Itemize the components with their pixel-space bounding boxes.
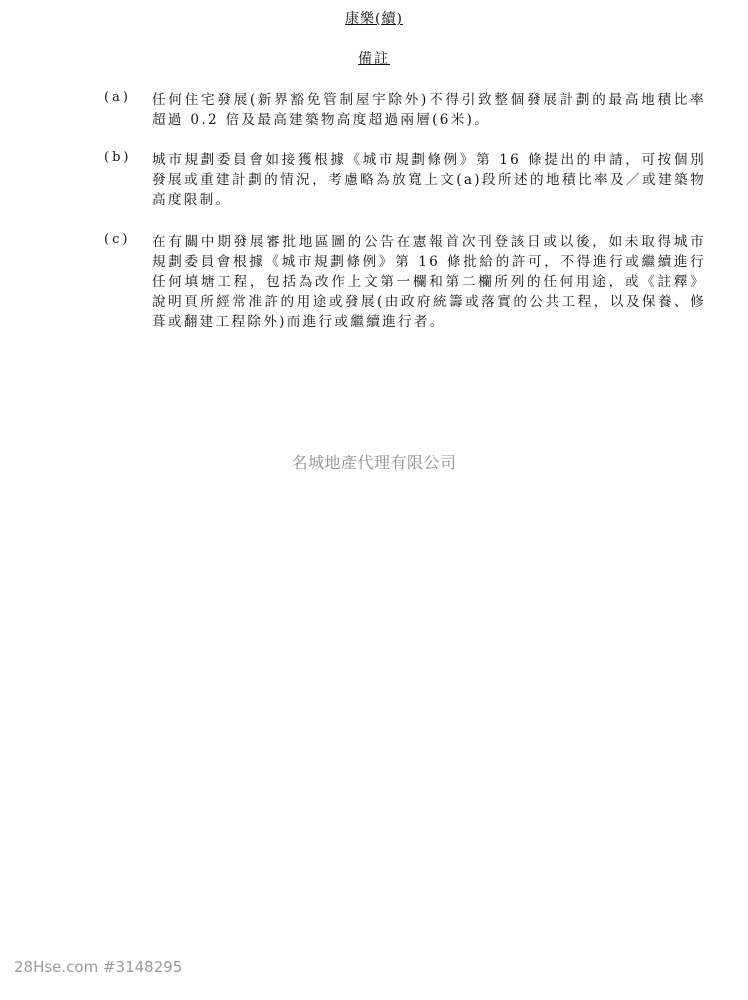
note-label: (b) [104,150,132,165]
note-label: (c) [104,232,131,247]
note-text: 城市規劃委員會如接獲根據《城市規劃條例》第 16 條提出的申請，可按個別發展或重建計劃的情況，考慮略為放寬上文(a)段所述的地積比率及／或建築物高度限制。 [152,152,706,208]
page-title: 康樂(續) [345,11,403,27]
note-text: 在有關中期發展審批地區圖的公告在憲報首次刊登該日或以後，如未取得城市規劃委員會根據《城市規劃條例》第 16 條批給的許可，不得進行或繼續進行任何填塘工程，包括為改作上文第一欄和第二欄所列的任何用途，或《註釋》說明頁所經常准許的用途或發展(由政府統籌或落實的公共工程，以及保養、修葺或翻建工程除外)而進行或繼續進行者。 [152,234,706,330]
listing-id-watermark: 28Hse.com #3148295 [14,958,183,976]
note-text: 任何住宅發展(新界豁免管制屋宇除外)不得引致整個發展計劃的最高地積比率超過 0.2 倍及最高建築物高度超過兩層(6米)。 [152,92,706,128]
section-heading: 備註 [358,51,390,67]
agency-watermark: 名城地產代理有限公司 [291,453,457,472]
note-label: (a) [104,90,131,105]
